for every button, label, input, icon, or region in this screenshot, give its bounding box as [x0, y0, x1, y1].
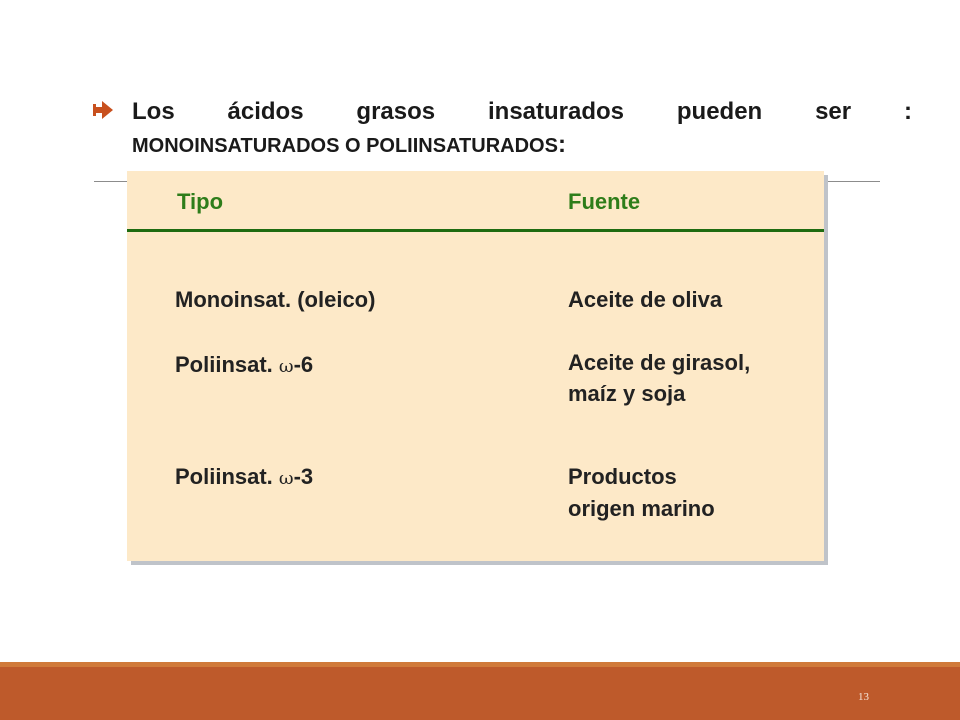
word: insaturados: [487, 98, 625, 125]
word: :: [903, 98, 912, 125]
row-1-tipo: Monoinsat. (oleico): [175, 287, 376, 312]
fatty-acid-table: [127, 171, 824, 561]
header-tipo: Tipo: [177, 189, 224, 214]
row-3-tipo: [175, 462, 313, 494]
tipo-suffix: -3: [293, 464, 314, 489]
header-fuente: Fuente: [568, 189, 641, 214]
header-underline: [127, 229, 824, 232]
footer-bar: [0, 667, 960, 720]
arrow-right-icon: [92, 99, 114, 121]
omega-symbol: ω: [278, 468, 294, 489]
bullet-text-line-1: [132, 97, 912, 127]
word: Los: [132, 98, 175, 125]
line-2-text: MONOINSATURADOS O POLIINSATURADOS: [132, 135, 558, 157]
line-2-colon: :: [557, 131, 566, 158]
omega-symbol: ω: [278, 356, 294, 377]
bullet-text-line-2: [132, 130, 566, 161]
row-2-fuente-line-1: Aceite de girasol,: [568, 350, 751, 375]
row-1-fuente: Aceite de oliva: [568, 287, 723, 312]
word: ácidos: [227, 98, 304, 125]
word: grasos: [356, 98, 436, 125]
page-number: 13: [858, 691, 869, 703]
tipo-prefix: Poliinsat.: [175, 352, 279, 377]
word: pueden: [676, 98, 763, 125]
row-3-fuente-line-2: origen marino: [568, 496, 715, 521]
word: ser: [815, 98, 852, 125]
tipo-suffix: -6: [293, 352, 314, 377]
tipo-prefix: Poliinsat.: [175, 464, 279, 489]
row-3-fuente-line-1: Productos: [568, 464, 677, 489]
row-2-fuente-line-2: maíz y soja: [568, 381, 686, 406]
row-2-tipo: [175, 350, 313, 382]
